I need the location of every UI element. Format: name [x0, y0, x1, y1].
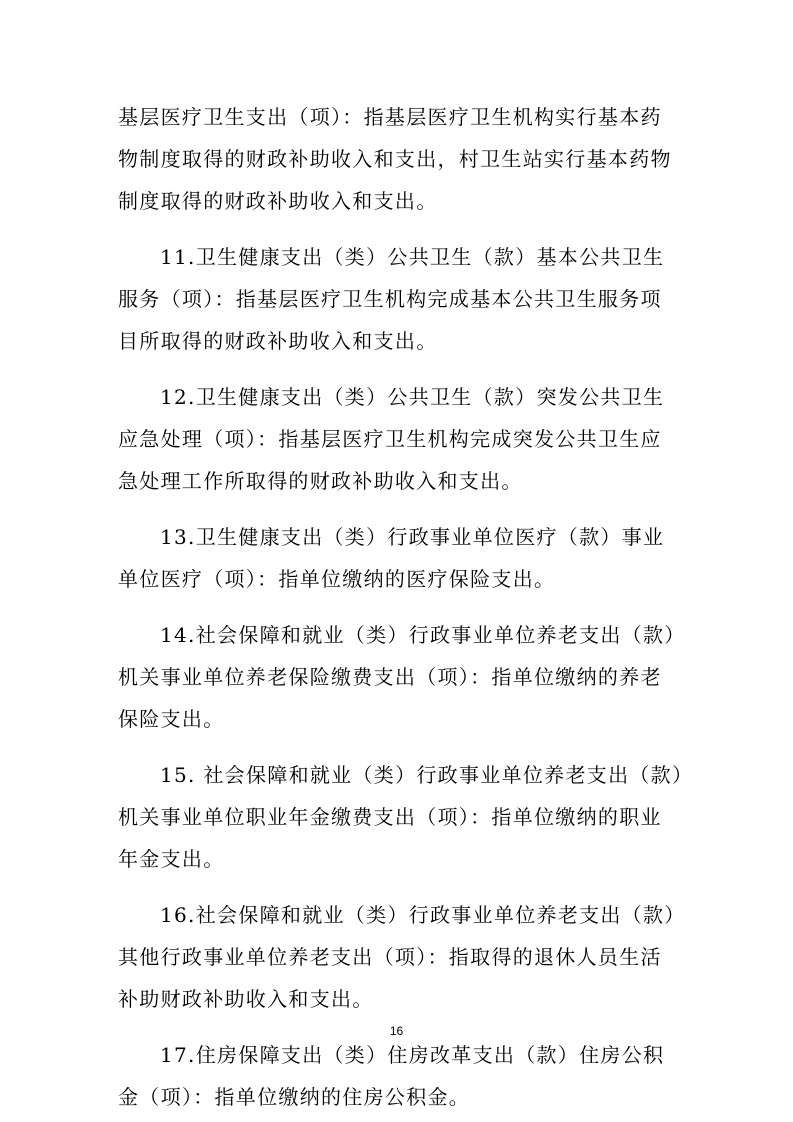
- paragraph-line: 年金支出。: [118, 847, 225, 871]
- item-15-heading: 15. 社会保障和就业（类）行政事业单位养老支出（款）: [160, 763, 694, 787]
- item-14-heading: 14.社会保障和就业（类）行政事业单位养老支出（款）: [160, 623, 686, 647]
- paragraph-line: 目所取得的财政补助收入和支出。: [118, 329, 438, 353]
- paragraph-line: 其他行政事业单位养老支出（项）：指取得的退休人员生活: [118, 945, 662, 969]
- paragraph-line: 保险支出。: [118, 707, 225, 731]
- paragraph-line: 服务（项）：指基层医疗卫生机构完成基本公共卫生服务项: [118, 287, 662, 311]
- paragraph-line: 金（项）：指单位缴纳的住房公积金。: [118, 1085, 471, 1109]
- item-13-heading: 13.卫生健康支出（类）行政事业单位医疗（款）事业: [160, 525, 665, 549]
- paragraph-line: 机关事业单位养老保险缴费支出（项）：指单位缴纳的养老: [118, 665, 662, 689]
- paragraph-line: 补助财政补助收入和支出。: [118, 987, 374, 1011]
- item-16-heading: 16.社会保障和就业（类）行政事业单位养老支出（款）: [160, 903, 686, 927]
- paragraph-line: 单位医疗（项）：指单位缴纳的医疗保险支出。: [118, 567, 556, 591]
- paragraph-line: 急处理工作所取得的财政补助收入和支出。: [118, 469, 523, 493]
- paragraph-line: 机关事业单位职业年金缴费支出（项）：指单位缴纳的职业: [118, 805, 662, 829]
- paragraph-line: 物制度取得的财政补助收入和支出，村卫生站实行基本药物: [118, 147, 672, 171]
- item-11-heading: 11.卫生健康支出（类）公共卫生（款）基本公共卫生: [160, 245, 665, 269]
- paragraph-line: 应急处理（项）：指基层医疗卫生机构完成突发公共卫生应: [118, 427, 662, 451]
- page-number: 16: [389, 1024, 404, 1038]
- document-body: [118, 96, 694, 1118]
- paragraph-line: 制度取得的财政补助收入和支出。: [118, 189, 438, 213]
- item-12-heading: 12.卫生健康支出（类）公共卫生（款）突发公共卫生: [160, 385, 665, 409]
- item-17-heading: 17.住房保障支出（类）住房改革支出（款）住房公积: [160, 1043, 665, 1067]
- paragraph-line: 基层医疗卫生支出（项）：指基层医疗卫生机构实行基本药: [118, 105, 662, 129]
